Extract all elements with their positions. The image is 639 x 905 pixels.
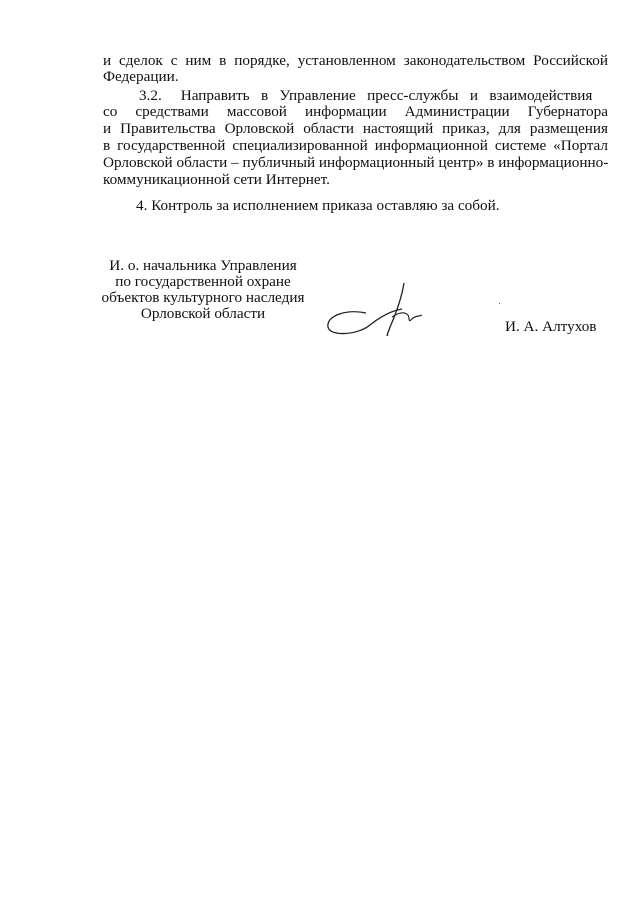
body-line-3: 3.2. Направить в Управление пресс-службы и взаимодействия	[139, 87, 593, 104]
handwritten-signature	[318, 275, 428, 345]
body-line-5: и Правительства Орловской области настоящий приказ, для размещения	[103, 120, 608, 137]
position-line-3: объектов культурного наследия	[101, 289, 305, 306]
scan-speck	[499, 303, 500, 304]
body-line-4: со средствами массовой информации Администрации Губернатора	[103, 103, 608, 120]
signer-name: И. А. Алтухов	[505, 318, 597, 335]
position-line-1: И. о. начальника Управления	[109, 257, 297, 274]
body-line-7: Орловской области – публичный информационный центр» в информационно-	[103, 154, 609, 171]
body-line-6: в государственной специализированной информационной системе «Портал	[103, 137, 608, 154]
position-line-2: по государственной охране	[115, 273, 291, 290]
body-line-8: коммуникационной сети Интернет.	[103, 171, 330, 188]
position-line-4: Орловской области	[140, 305, 266, 322]
signatory-position	[96, 258, 310, 322]
body-line-2: Федерации.	[103, 68, 179, 85]
body-line-1: и сделок с ним в порядке, установленном законодательством Российской	[103, 52, 608, 69]
body-line-9: 4. Контроль за исполнением приказа оставляю за собой.	[136, 197, 500, 214]
